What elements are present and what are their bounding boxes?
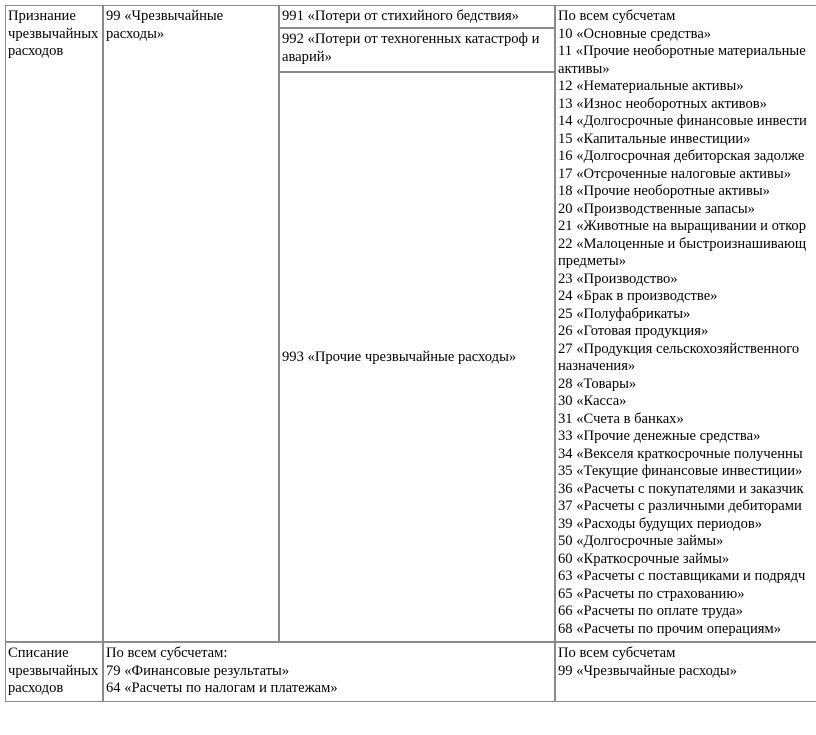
debit-accounts-cell [103,642,555,702]
credit-account-item: 17 «Отсроченные налоговые активы» [558,165,791,182]
credit-account-item: 13 «Износ необоротных активов» [558,95,767,112]
credit-account-item: активы» [558,60,610,77]
credit-account-item: 60 «Краткосрочные займы» [558,550,730,567]
credit-account-item: 35 «Текущие финансовые инвестиции» [558,463,803,479]
credit-account-item: 26 «Готовая продукция» [558,323,709,339]
credit-title: По всем субсчетам [558,8,676,24]
credit-account-item: 27 «Продукция сельскохозяйственного [558,340,800,357]
credit-account-item: 50 «Долгосрочные займы» [558,533,724,549]
credit-account-item: 23 «Производство» [558,270,678,287]
credit-accounts-cell [555,5,816,642]
credit-account-item: 63 «Расчеты с поставщиками и подрядч [558,568,806,584]
account-label: 99 «Чрезвычайные расходы» [106,8,224,42]
credit-account-item: 15 «Капитальные инвестиции» [558,130,751,147]
credit-account-item: 18 «Прочие необоротные активы» [558,183,770,199]
subaccount-label: 992 «Потери от техногенных катастроф и аварий» [282,31,540,65]
operation-label: Списание чрезвычайных расходов [8,645,99,696]
credit-account-item: 65 «Расчеты по страхованию» [558,585,745,602]
credit-account-item: 21 «Животные на выращивании и откор [558,218,807,234]
credit-account-item: 36 «Расчеты с покупателями и заказчик [558,480,804,497]
operation-cell-writeoff [5,642,103,702]
subaccount-label: 993 «Прочие чрезвычайные расходы» [282,349,517,366]
subaccount-cell-991 [279,5,555,28]
debit-line: 64 «Расчеты по налогам и платежам» [106,680,338,696]
credit-account-item: 34 «Векселя краткосрочные полученны [558,445,803,462]
credit-account-item: 37 «Расчеты с различными дебиторами [558,498,802,514]
subaccount-label: 991 «Потери от стихийного бедствия» [282,8,519,24]
credit-account-item: 11 «Прочие необоротные материальные [558,43,806,59]
credit-account-item: 68 «Расчеты по прочим операциям» [558,620,782,637]
operation-label: Признание чрезвычайных расходов [8,8,99,59]
subaccount-cell-993 [279,72,555,642]
credit-account-item: 25 «Полуфабрикаты» [558,305,691,322]
credit-account-item: 28 «Товары» [558,375,637,392]
credit-account-item: 10 «Основные средства» [558,25,712,42]
credit-account-item: 39 «Расходы будущих периодов» [558,515,763,532]
debit-line: По всем субсчетам: [106,645,228,661]
credit-account-list [558,26,816,639]
debit-line: 79 «Финансовые результаты» [106,662,290,679]
credit-account-item: 14 «Долгосрочные финансовые инвести [558,113,807,129]
accounting-table [5,5,816,702]
operation-cell-recognition [5,5,103,642]
credit-line: По всем субсчетам [558,645,676,661]
subaccount-cell-992 [279,28,555,72]
credit-account-item: 22 «Малоценные и быстроизнашивающ [558,235,807,252]
credit-account-item: 24 «Брак в производстве» [558,288,718,304]
credit-account-item: 66 «Расчеты по оплате труда» [558,603,743,619]
credit-account-item: 16 «Долгосрочная дебиторская задолже [558,148,805,164]
credit-account-item: 33 «Прочие денежные средства» [558,428,761,444]
credit-account-item: 31 «Счета в банках» [558,410,684,427]
credit-account-item: предметы» [558,253,627,269]
credit-account-item: 30 «Касса» [558,393,627,409]
writeoff-credit-cell [555,642,816,702]
credit-line: 99 «Чрезвычайные расходы» [558,662,738,679]
credit-account-item: 12 «Нематериальные активы» [558,78,744,94]
credit-account-item: назначения» [558,358,636,374]
credit-account-item: 20 «Производственные запасы» [558,200,755,217]
account-cell-99 [103,5,279,642]
